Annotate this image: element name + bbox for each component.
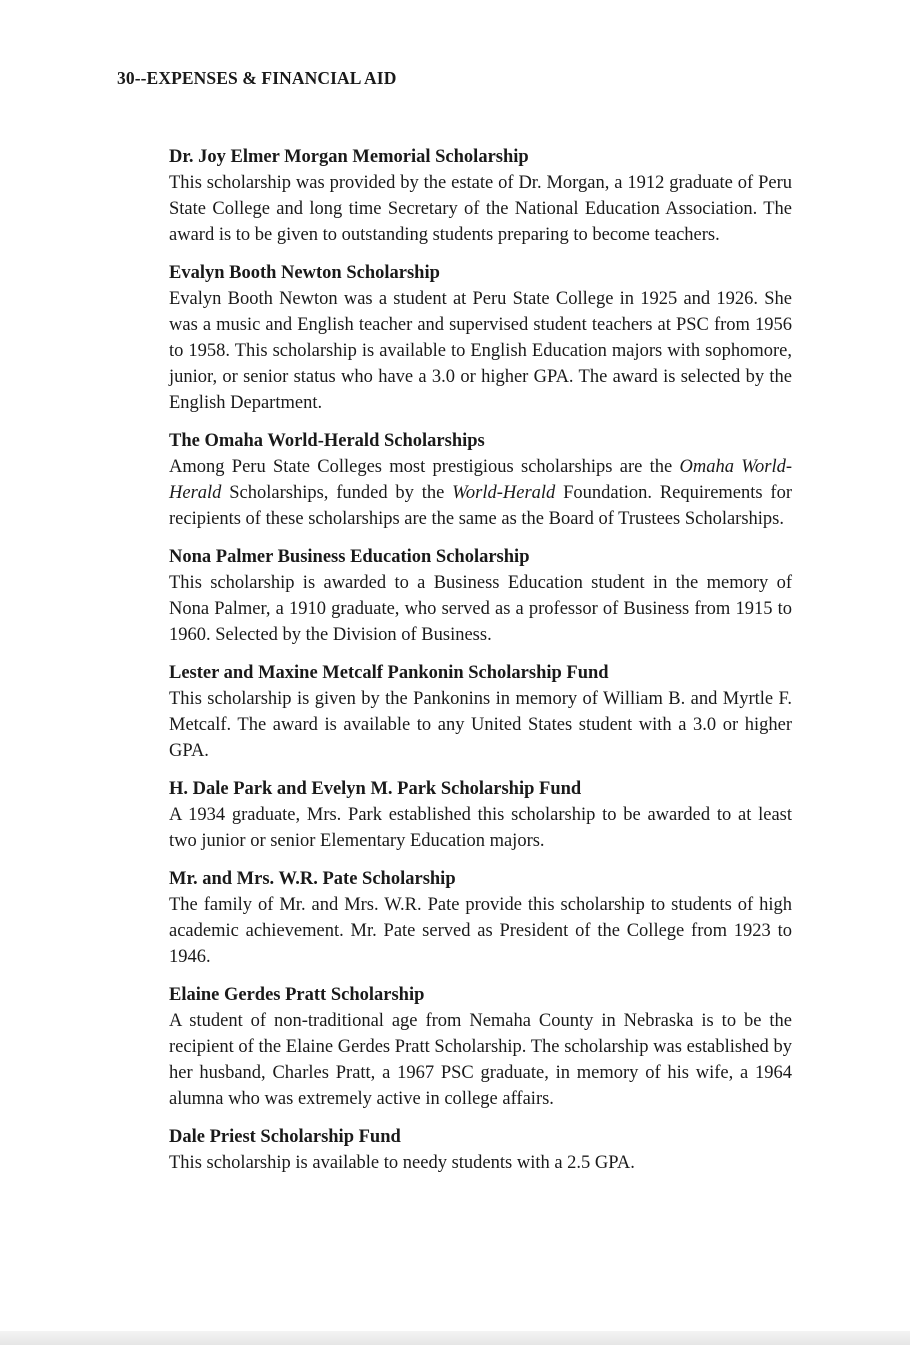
newspaper-name: Omaha World-Herald	[169, 457, 792, 503]
description-text: Among Peru State Colleges most prestigious scholarships are the	[169, 457, 680, 477]
scholarship-title: Evalyn Booth Newton Scholarship	[169, 263, 440, 283]
scholarship-description: This scholarship is available to needy students with a 2.5 GPA.	[169, 1153, 635, 1173]
scholarship-entry	[169, 866, 792, 970]
scholarship-title: Nona Palmer Business Education Scholarship	[169, 547, 530, 567]
scholarship-description	[169, 454, 792, 532]
scholarship-entry	[169, 982, 792, 1112]
scholarship-entry	[169, 144, 792, 248]
scholarship-entry	[169, 428, 792, 532]
scholarship-description: This scholarship is given by the Pankonins in memory of William B. and Myrtle F. Metcalf. The award is available to any United States student with a 3.0 or higher GPA.	[169, 689, 792, 761]
scholarship-description: This scholarship is awarded to a Business Education student in the memory of Nona Palmer, a 1910 graduate, who served as a professor of Business from 1915 to 1960. Selected by the Division of Business.	[169, 573, 792, 645]
scholarship-description: This scholarship was provided by the estate of Dr. Morgan, a 1912 graduate of Peru State College and long time Secretary of the National Education Association. The award is to be given to outstanding students preparing to become teachers.	[169, 173, 792, 245]
scholarship-description: A student of non-traditional age from Nemaha County in Nebraska is to be the recipient of the Elaine Gerdes Pratt Scholarship. The scholarship was established by her husband, Charles Pratt, a 1967 PSC graduate, in memory of his wife, a 1964 alumna who was extremely active in college affairs.	[169, 1011, 792, 1109]
scholarship-entry	[169, 260, 792, 416]
scholarship-title: H. Dale Park and Evelyn M. Park Scholarship Fund	[169, 779, 582, 799]
scholarship-title: Dale Priest Scholarship Fund	[169, 1127, 401, 1147]
scholarship-description: A 1934 graduate, Mrs. Park established this scholarship to be awarded to at least two junior or senior Elementary Education majors.	[169, 805, 792, 851]
scan-edge-shadow	[0, 1331, 910, 1345]
newspaper-name: World-Herald	[452, 483, 556, 503]
running-head: 30--EXPENSES & FINANCIAL AID	[117, 68, 397, 88]
scholarship-description: The family of Mr. and Mrs. W.R. Pate provide this scholarship to students of high academic achievement. Mr. Pate served as President of the College from 1923 to 1946.	[169, 895, 792, 967]
scholarship-entry	[169, 544, 792, 648]
scholarship-title: Elaine Gerdes Pratt Scholarship	[169, 985, 425, 1005]
description-text: Foundation. Requirements for recipients of these scholarships are the same as the Board of Trustees Scholarships.	[169, 483, 792, 529]
description-text: Scholarships, funded by the	[221, 483, 453, 503]
scholarship-entry	[169, 776, 792, 854]
scholarship-description: Evalyn Booth Newton was a student at Peru State College in 1925 and 1926. She was a music and English teacher and supervised student teachers at PSC from 1956 to 1958. This scholarship is available to English Education majors with sophomore, junior, or senior status who have a 3.0 or higher GPA. The award is selected by the English Department.	[169, 289, 792, 413]
scholarship-entry	[169, 1124, 792, 1176]
scholarship-title: Mr. and Mrs. W.R. Pate Scholarship	[169, 869, 456, 889]
scholarship-title: The Omaha World-Herald Scholarships	[169, 431, 485, 451]
scholarship-title: Lester and Maxine Metcalf Pankonin Scholarship Fund	[169, 663, 609, 683]
scholarship-entry	[169, 660, 792, 764]
scholarship-list	[169, 144, 792, 1188]
scholarship-title: Dr. Joy Elmer Morgan Memorial Scholarship	[169, 147, 529, 167]
